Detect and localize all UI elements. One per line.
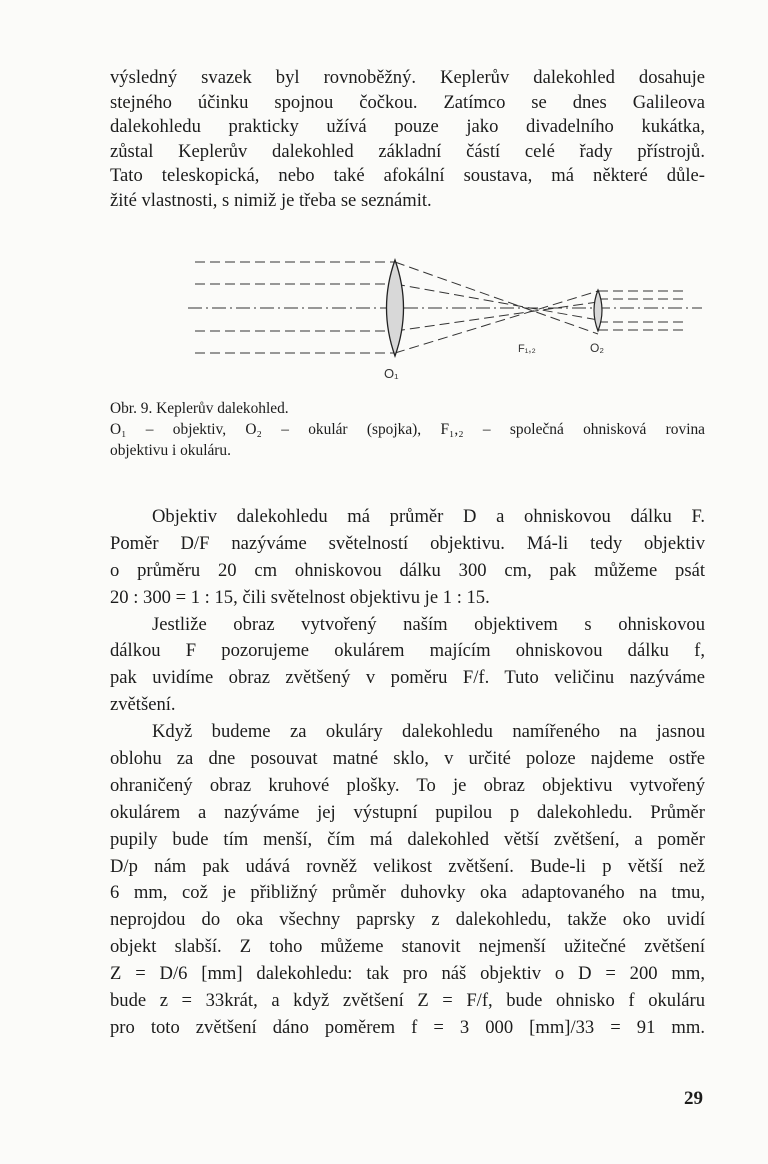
text-line: Z = D/6 [mm] dalekohledu: tak pro náš objektiv o D = 200 mm, — [110, 963, 705, 985]
text-line: Když budeme za okuláry dalekohledu namířeného na jasnou — [152, 721, 705, 743]
text-line: dálkou F pozorujeme okulárem majícím ohniskovou dálku f, — [110, 640, 705, 662]
focal-label: F₁,₂ — [518, 343, 536, 355]
text-line: Poměr D/F nazýváme světelností objektivu. Má-li tedy objektiv — [110, 532, 705, 554]
text-line: okulárem a nazýváme jej výstupní pupilou p dalekohledu. Průměr — [110, 801, 705, 823]
objective-label: O₁ — [384, 366, 399, 381]
eyepiece-label: O₂ — [590, 341, 604, 355]
text-line: ohraničený obraz kruhové plošky. To je obraz objektivu vytvořený — [110, 774, 705, 796]
caption-line: Obr. 9. Keplerův dalekohled. — [110, 400, 289, 417]
page-number: 29 — [684, 1088, 703, 1109]
text-line: výsledný svazek byl rovnoběžný. Keplerův dalekohled dosahuje — [110, 67, 705, 88]
converging-ray — [395, 284, 598, 320]
converging-ray — [395, 291, 598, 353]
text-line: oblohu za dne posouvat matné sklo, v určité poloze najdeme ostře — [110, 748, 705, 770]
text-line: pak uvidíme obraz zvětšený v poměru F/f. Tuto veličinu nazýváme — [110, 667, 705, 689]
text-line: Objektiv dalekohledu má průměr D a ohniskovou dálku F. — [152, 506, 705, 527]
text-line: 20 : 300 = 1 : 15, čili světelnost objektivu je 1 : 15. — [110, 586, 490, 608]
text-line: Tato teleskopická, nebo také afokální soustava, má některé důle- — [110, 165, 705, 187]
converging-ray — [395, 302, 598, 331]
caption-line: objektivu i okuláru. — [110, 442, 231, 459]
text-line: pro toto zvětšení dáno poměrem f = 3 000 [mm]/33 = 91 mm. — [110, 1016, 705, 1038]
text-line: dalekohledu prakticky užívá pouze jako divadelního kukátka, — [110, 116, 705, 138]
eyepiece-lens — [594, 290, 602, 331]
text-line: zůstal Keplerův dalekohled základní částí celé řady přístrojů. — [110, 140, 705, 162]
text-line: žité vlastnosti, s nimiž je třeba se seznámit. — [110, 189, 432, 211]
text-line: bude z = 33krát, a když zvětšení Z = F/f, bude ohnisko f okuláru — [110, 990, 705, 1012]
text-line: stejného účinku spojnou čočkou. Zatímco se dnes Galileova — [110, 91, 705, 113]
text-line: zvětšení. — [110, 694, 176, 716]
converging-ray — [395, 262, 598, 334]
text-line: objekt slabší. Z toho můžeme stanovit nejmenší užitečné zvětšení — [110, 936, 705, 958]
body-text — [110, 504, 705, 1042]
figure-caption — [110, 398, 705, 461]
text-line: pupily bude tím menší, čím má dalekohled větší zvětšení, a poměr — [110, 828, 705, 850]
objective-lens — [387, 260, 404, 356]
kepler-telescope-diagram — [180, 250, 710, 390]
text-line: D/p nám pak udává rovněž velikost zvětšení. Bude-li p větší než — [110, 855, 705, 877]
text-line: Jestliže obraz vytvořený naším objektivem s ohniskovou — [152, 613, 705, 635]
text-line: neprojdou do oka všechny paprsky z dalekohledu, takže oko uvidí — [110, 909, 705, 931]
caption-line: O₁ – objektiv, O₂ – okulár (spojka), F₁,₂ – společná ohnisková rovina — [110, 421, 705, 438]
top-paragraph — [110, 66, 705, 214]
text-line: 6 mm, což je přibližný průměr duhovky oka adaptovaného na tmu, — [110, 882, 705, 904]
text-line: o průměru 20 cm ohniskovou dálku 300 cm, pak můžeme psát — [110, 559, 705, 581]
